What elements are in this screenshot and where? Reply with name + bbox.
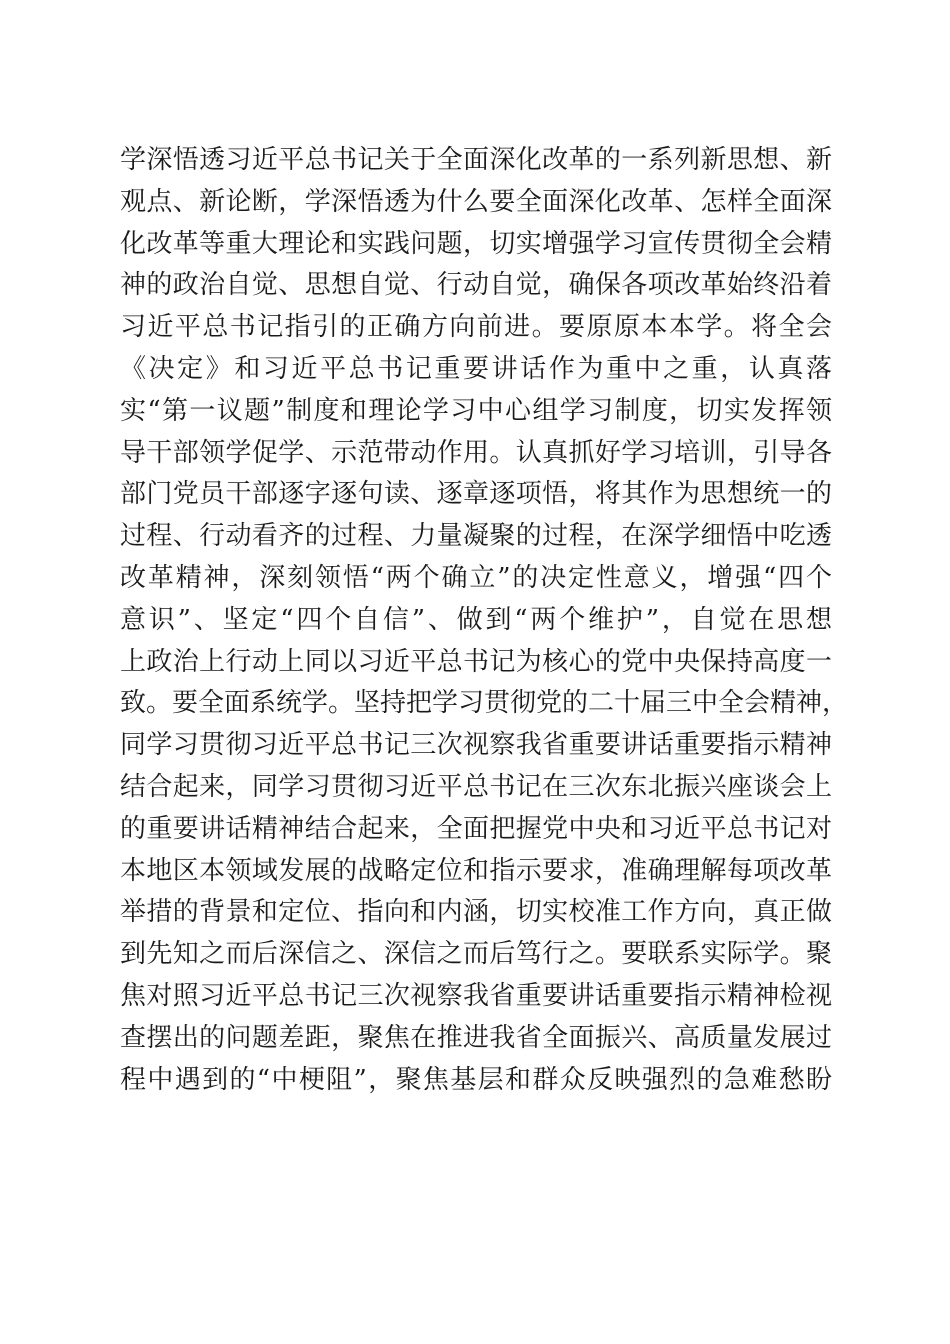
text-line: 习近平总书记指引的正确方向前进。要原原本本学。将全会 <box>120 312 832 343</box>
text-line: 本地区本领域发展的战略定位和指示要求，准确理解每项改革 <box>120 855 832 886</box>
text-line: 到先知之而后深信之、深信之而后笃行之。要联系实际学。聚 <box>120 939 832 970</box>
text-line: 导干部领学促学、示范带动作用。认真抓好学习培训，引导各 <box>120 437 832 468</box>
text-line: 实“第一议题”制度和理论学习中心组学习制度，切实发挥领 <box>120 395 832 426</box>
text-line: 过程、行动看齐的过程、力量凝聚的过程，在深学细悟中吃透 <box>120 521 832 552</box>
text-line: 《决定》和习近平总书记重要讲话作为重中之重，认真落 <box>120 353 832 384</box>
text-line: 神的政治自觉、思想自觉、行动自觉，确保各项改革始终沿着 <box>120 270 832 301</box>
text-line: 意识”、坚定“四个自信”、做到“两个维护”，自觉在思想 <box>120 604 832 635</box>
text-line: 部门党员干部逐字逐句读、逐章逐项悟，将其作为思想统一的 <box>120 479 832 510</box>
text-line: 举措的背景和定位、指向和内涵，切实校准工作方向，真正做 <box>120 897 832 928</box>
text-line: 上政治上行动上同以习近平总书记为核心的党中央保持高度一 <box>120 646 832 677</box>
text-line: 结合起来，同学习贯彻习近平总书记在三次东北振兴座谈会上 <box>120 771 832 802</box>
body-paragraph <box>120 140 849 1101</box>
text-line: 观点、新论断，学深悟透为什么要全面深化改革、怎样全面深 <box>120 186 832 217</box>
text-line: 化改革等重大理论和实践问题，切实增强学习宣传贯彻全会精 <box>120 228 832 259</box>
text-line: 致。要全面系统学。坚持把学习贯彻党的二十届三中全会精神， <box>120 688 849 719</box>
text-line: 同学习贯彻习近平总书记三次视察我省重要讲话重要指示精神 <box>120 730 832 761</box>
text-line: 的重要讲话精神结合起来，全面把握党中央和习近平总书记对 <box>120 813 832 844</box>
text-line: 焦对照习近平总书记三次视察我省重要讲话重要指示精神检视 <box>120 980 832 1011</box>
text-line: 查摆出的问题差距，聚焦在推进我省全面振兴、高质量发展过 <box>120 1022 832 1053</box>
text-line: 学深悟透习近平总书记关于全面深化改革的一系列新思想、新 <box>120 145 832 175</box>
text-line: 程中遇到的“中梗阻”，聚焦基层和群众反映强烈的急难愁盼 <box>120 1064 832 1095</box>
text-line: 改革精神，深刻领悟“两个确立”的决定性意义，增强“四个 <box>120 562 832 593</box>
